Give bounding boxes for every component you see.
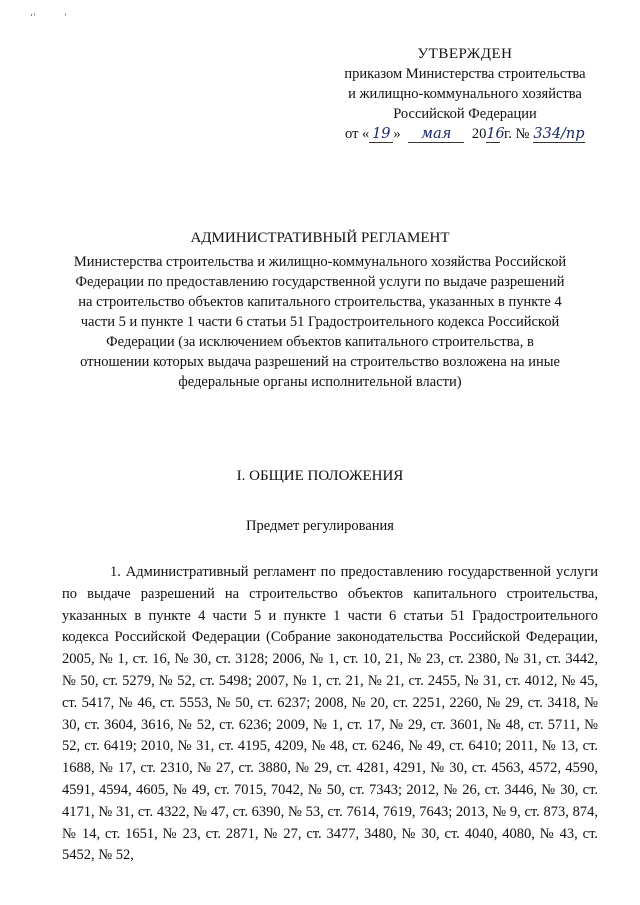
handwritten-month: мая <box>408 126 464 143</box>
document-subtitle: Министерства строительства и жилищно-коммунального хозяйства Российской Федерации по предоставлению государственной услуги по выдаче разрешений на строительство объектов капитального строительства, указанных в пункте 4 части 5 и пункте 1 части 6 статьи 51 Градостроительного кодекса Российской Федерации (за исключением объектов капитального строительства, в отношении которых выдача разрешений на строительство возложена на иные федеральные органы исполнительной власти) <box>73 254 567 390</box>
handwritten-year: 16 <box>486 126 505 142</box>
handwritten-day: 19 <box>369 126 393 143</box>
body-text <box>62 562 598 867</box>
approval-title: УТВЕРЖДЕН <box>417 46 513 62</box>
date-close: » <box>393 126 401 142</box>
paragraph: 1. Административный регламент по предоставлению государственной услуги по выдаче разрешений на строительство объектов капитального строительства, указанных в пункте 4 части 5 и пункте 1 части 6 статьи 51 Градостроительного кодекса Российской Федерации (Собрание законодательства Российской Федерации, 2005, № 1, ст. 16, № 30, ст. 3128; 2006, № 1, ст. 10, 21, № 23, ст. 2380, № 31, ст. 3442, № 50, ст. 5279, № 52, ст. 5498; 2007, № 1, ст. 21, № 21, ст. 2455, № 31, ст. 4012, № 45, ст. 5417, № 46, ст. 5553, № 50, ст. 6237; 2008, № 20, ст. 2251, 2260, № 29, ст. 3418, № 30, ст. 3604, 3616, № 52, ст. 6236; 2009, № 1, ст. 17, № 29, ст. 3601, № 48, ст. 5711, № 52, ст. 6419; 2010, № 31, ст. 4195, 4209, № 48, ст. 6246, № 49, ст. 6410; 2011, № 13, ст. 1688, № 17, ст. 2310, № 27, ст. 3880, № 29, ст. 4281, 4291, № 30, ст. 4563, 4572, 4590, 4591, 4594, 4605, № 49, ст. 7015, 7042, № 50, ст. 7343; 2012, № 26, ст. 3446, № 30, ст. 4171, № 31, ст. 4322, № 47, ст. 6390, № 53, ст. 7614, 7619, 7643; 2013, № 9, ст. 873, 874, № 14, ст. 1651, № 23, ст. 2871, № 27, ст. 3477, 3480, № 30, ст. 4040, 4080, № 43, ст. 5452, № 52, <box>62 564 598 864</box>
date-prefix: от « <box>345 126 370 142</box>
document-title: АДМИНИСТРАТИВНЫЙ РЕГЛАМЕНТ <box>190 230 450 246</box>
approval-line: Российской Федерации <box>393 106 537 122</box>
scan-mark: ’ <box>64 12 67 22</box>
approval-line: и жилищно-коммунального хозяйства <box>348 86 582 102</box>
subsection-heading: Предмет регулирования <box>246 518 394 534</box>
approval-block <box>330 44 600 144</box>
section-heading: I. ОБЩИЕ ПОЛОЖЕНИЯ <box>236 468 404 484</box>
approval-line: приказом Министерства строительства <box>344 66 586 82</box>
approval-date-line <box>330 124 600 144</box>
number-prefix: г. № <box>503 126 530 142</box>
year-prefix: 20 <box>471 126 487 142</box>
scan-mark: ‘’ <box>30 12 36 22</box>
handwritten-number: 334/пр <box>533 126 585 142</box>
